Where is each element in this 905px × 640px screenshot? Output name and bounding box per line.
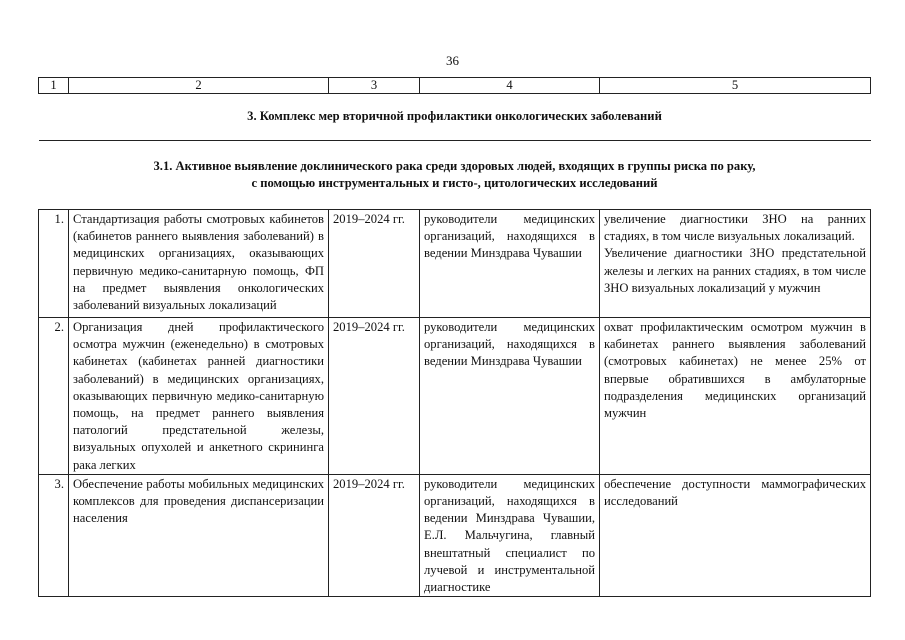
subsection-row [39, 141, 871, 210]
period-cell: 2019–2024 гг. [329, 318, 420, 475]
measure-cell: Обеспечение работы мобильных медицинских комплексов для проведения диспансеризации населения [69, 474, 329, 596]
result-cell: охват профилактическим осмотром мужчин в кабинетах раннего выявления заболеваний (смотровых кабинетах) не менее 25% от впервые обратившихся в амбулаторные подразделения медицинских организаций мужчин [600, 318, 871, 475]
responsible-cell: руководители медицинских организаций, находящихся в ведении Минздрава Чувашии [420, 318, 600, 475]
result-cell [600, 210, 871, 318]
period-cell: 2019–2024 гг. [329, 474, 420, 596]
column-number: 2 [69, 78, 329, 94]
row-number: 3. [39, 474, 69, 596]
section-title: 3. Комплекс мер вторичной профилактики онкологических заболеваний [39, 94, 871, 141]
measure-cell: Стандартизация работы смотровых кабинетов (кабинетов раннего выявления заболеваний) в медицинских организациях, оказывающих первичную медико-санитарную помощь, ФП на предмет выявления онкологических заболеваний визуальных локализаций [69, 210, 329, 318]
table-row [39, 474, 871, 596]
column-number: 1 [39, 78, 69, 94]
section-row [39, 94, 871, 141]
subsection-title-line: 3.1. Активное выявление доклинического рака среди здоровых людей, входящих в группы риска по раку, [153, 158, 756, 173]
result-cell: обеспечение доступности маммографических исследований [600, 474, 871, 596]
column-number: 5 [600, 78, 871, 94]
responsible-cell: руководители медицинских организаций, находящихся в ведении Минздрава Чувашии [420, 210, 600, 318]
column-number: 3 [329, 78, 420, 94]
subsection-title [39, 141, 871, 210]
row-number: 1. [39, 210, 69, 318]
measures-table [38, 77, 871, 597]
subsection-title-line: с помощью инструментальных и гисто-, цитологических исследований [251, 176, 658, 190]
row-number: 2. [39, 318, 69, 475]
result-text: Увеличение диагностики ЗНО предстательной железы и легких на ранних стадиях, в том числе ЗНО визуальных локализаций у мужчин [604, 246, 866, 295]
table-row [39, 318, 871, 475]
column-number-row [39, 78, 871, 94]
period-cell: 2019–2024 гг. [329, 210, 420, 318]
table-row [39, 210, 871, 318]
column-number: 4 [420, 78, 600, 94]
measure-cell: Организация дней профилактического осмотра мужчин (еженедельно) в смотровых кабинетах (кабинетах ранней диагностики заболеваний) в медицинских организациях, оказывающих первичную медико-санитарную помощь, на предмет раннего выявления патологий предстательной железы, визуальных опухолей и анкетного скрининга рака легких [69, 318, 329, 475]
page-number: 36 [446, 53, 459, 68]
result-text: увеличение диагностики ЗНО на ранних стадиях, в том числе визуальных локализаций. [604, 212, 866, 244]
responsible-cell: руководители медицинских организаций, находящихся в ведении Минздрава Чувашии, Е.Л. Мальчугина, главный внештатный специалист по лучевой и инструментальной диагностике [420, 474, 600, 596]
